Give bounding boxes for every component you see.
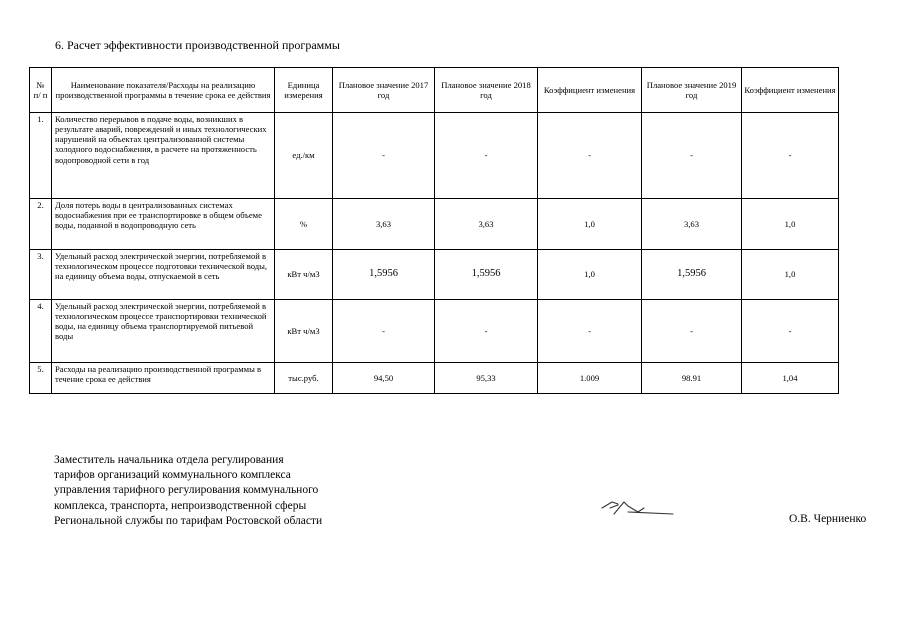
value-cell: - bbox=[435, 300, 538, 363]
value-cell: 1,04 bbox=[742, 363, 839, 394]
value-cell: 1,5956 bbox=[435, 250, 538, 300]
table-row bbox=[30, 300, 839, 363]
table-row bbox=[30, 363, 839, 394]
value-cell: - bbox=[642, 300, 742, 363]
value-cell: 1,5956 bbox=[333, 250, 435, 300]
table-row bbox=[30, 250, 839, 300]
value-cell: 1,0 bbox=[742, 250, 839, 300]
header-cell: Коэффициент изменения bbox=[742, 68, 839, 113]
position-line: комплекса, транспорта, непроизводственной сферы bbox=[54, 499, 307, 512]
value-cell: 1,0 bbox=[538, 199, 642, 250]
indicator-name: Расходы на реализацию производственной программы в течение срока ее действия bbox=[52, 363, 275, 394]
indicator-name: Количество перерывов в подаче воды, возникших в результате аварий, повреждений и иных технологических нарушений на объектах централизованной системы холодного водоснабжения, в расчете на протяженность водопроводной сети в год bbox=[52, 113, 275, 199]
row-number: 2. bbox=[30, 199, 52, 250]
header-cell: Единица измерения bbox=[275, 68, 333, 113]
unit-cell: кВт ч/м3 bbox=[275, 300, 333, 363]
value-cell: 1,0 bbox=[538, 250, 642, 300]
header-cell: Наименование показателя/Расходы на реализацию производственной программы в течение срока ее действия bbox=[52, 68, 275, 113]
position-line: Заместитель начальника отдела регулирования bbox=[54, 454, 284, 466]
header-cell: Плановое значение 2019 год bbox=[642, 68, 742, 113]
indicator-name: Доля потерь воды в централизованных системах водоснабжения при ее транспортировке в общем объеме воды, поданной в водопроводную сеть bbox=[52, 199, 275, 250]
value-cell: - bbox=[742, 113, 839, 199]
value-cell: - bbox=[538, 300, 642, 363]
indicator-name: Удельный расход электрической энергии, потребляемой в технологическом процессе подготовки технической воды, на единицу объема воды, отпускаемой в сеть bbox=[52, 250, 275, 300]
handwritten-signature bbox=[598, 492, 678, 522]
header-cell: Плановое значение 2018 год bbox=[435, 68, 538, 113]
value-cell: 1,0 bbox=[742, 199, 839, 250]
signatory-position bbox=[54, 453, 322, 529]
value-cell: - bbox=[538, 113, 642, 199]
value-cell: 94,50 bbox=[333, 363, 435, 394]
value-cell: - bbox=[333, 300, 435, 363]
value-cell: - bbox=[435, 113, 538, 199]
table-row bbox=[30, 199, 839, 250]
value-cell: 1,5956 bbox=[642, 250, 742, 300]
unit-cell: % bbox=[275, 199, 333, 250]
signer-name: О.В. Черниенко bbox=[789, 513, 867, 525]
value-cell: 1.009 bbox=[538, 363, 642, 394]
value-cell: - bbox=[742, 300, 839, 363]
unit-cell: ед./км bbox=[275, 113, 333, 199]
value-cell: 3,63 bbox=[642, 199, 742, 250]
position-line: тарифов организаций коммунального комплекса bbox=[54, 469, 291, 482]
value-cell: 98.91 bbox=[642, 363, 742, 394]
value-cell: - bbox=[333, 113, 435, 199]
section-heading: 6. Расчет эффективности производственной программы bbox=[55, 38, 340, 52]
header-cell: Коэффициент изменения bbox=[538, 68, 642, 113]
row-number: 3. bbox=[30, 250, 52, 300]
position-line: Региональной службы по тарифам Ростовской области bbox=[54, 514, 323, 527]
table-row bbox=[30, 113, 839, 199]
value-cell: 95,33 bbox=[435, 363, 538, 394]
row-number: 5. bbox=[30, 363, 52, 394]
position-line: управления тарифного регулирования коммунального bbox=[54, 484, 319, 497]
row-number: 1. bbox=[30, 113, 52, 199]
indicator-name: Удельный расход электрической энергии, потребляемой в технологическом процессе транспортировки технической воды, на единицу объема транспортируемой питьевой воды bbox=[52, 300, 275, 363]
value-cell: 3,63 bbox=[435, 199, 538, 250]
unit-cell: тыс.руб. bbox=[275, 363, 333, 394]
table-header-row bbox=[30, 68, 839, 113]
row-number: 4. bbox=[30, 300, 52, 363]
efficiency-table bbox=[29, 67, 839, 394]
unit-cell: кВт ч/м3 bbox=[275, 250, 333, 300]
value-cell: 3,63 bbox=[333, 199, 435, 250]
value-cell: - bbox=[642, 113, 742, 199]
header-cell: Плановое значение 2017 год bbox=[333, 68, 435, 113]
header-cell: № п/ п bbox=[30, 68, 52, 113]
